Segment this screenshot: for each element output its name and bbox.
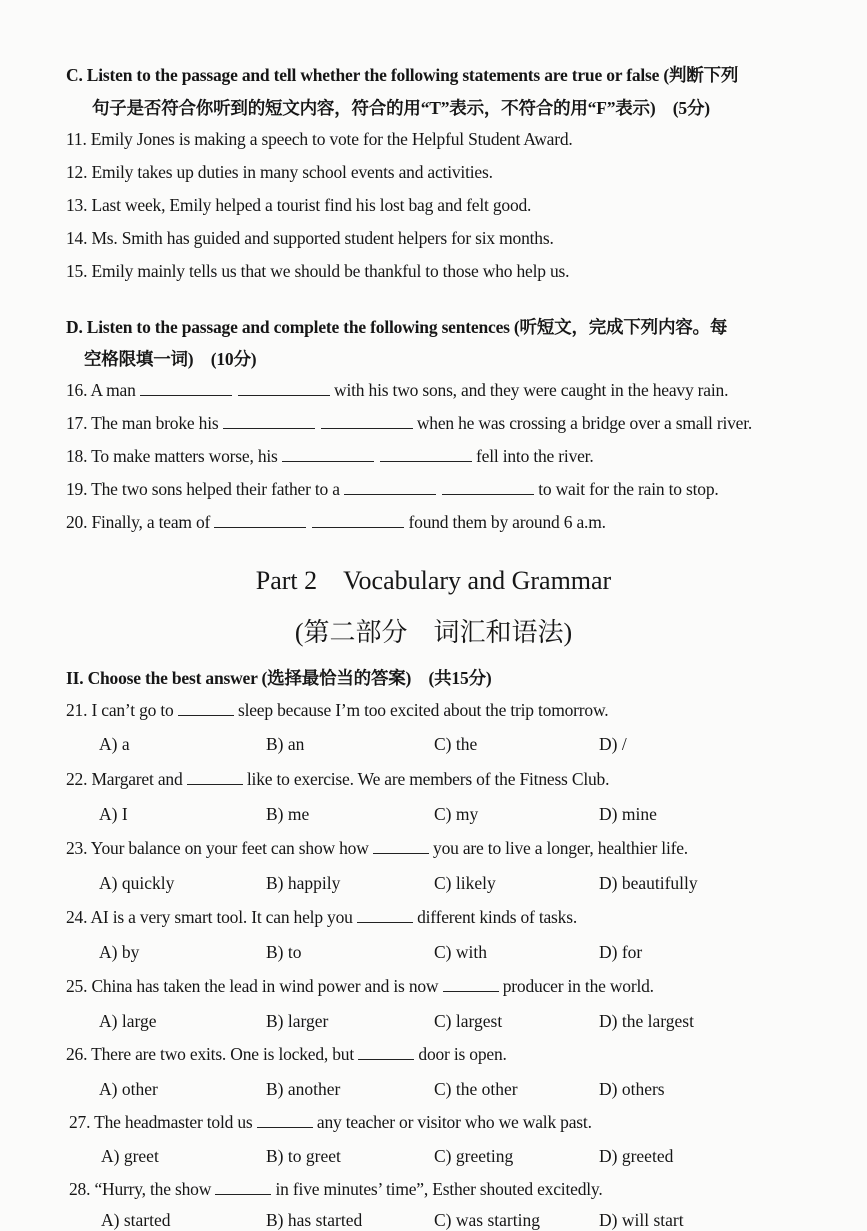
option-a[interactable]: A) large <box>99 1011 157 1031</box>
option-a[interactable]: A) started <box>101 1210 171 1230</box>
question-27 <box>69 1112 592 1133</box>
question-text: sleep because I’m too excited about the trip tomorrow. <box>237 700 609 720</box>
option-d[interactable]: D) will start <box>599 1210 684 1230</box>
question-text: door is open. <box>418 1044 507 1064</box>
option-c[interactable]: C) my <box>434 804 479 824</box>
option-d[interactable]: D) mine <box>599 804 657 824</box>
option-b[interactable]: B) to greet <box>266 1146 341 1166</box>
question-text: 28. “Hurry, the show <box>69 1179 212 1199</box>
question-22 <box>66 769 609 790</box>
option-a[interactable]: A) greet <box>101 1146 159 1166</box>
question-text: 24. AI is a very smart tool. It can help you <box>66 907 353 927</box>
option-b[interactable]: B) has started <box>266 1210 363 1230</box>
sentence-16 <box>66 380 728 401</box>
sentence-text: when he was crossing a bridge over a small river. <box>416 413 753 433</box>
statement-14: 14. Ms. Smith has guided and supported student helpers for six months. <box>66 228 554 248</box>
option-d[interactable]: D) for <box>599 942 643 962</box>
question-23 <box>66 838 688 859</box>
answer-blank[interactable] <box>312 526 404 528</box>
sentence-18 <box>66 446 594 467</box>
sentence-text: 16. A man <box>66 380 136 400</box>
answer-blank[interactable] <box>140 394 232 396</box>
sentence-text: fell into the river. <box>476 446 594 466</box>
question-text: any teacher or visitor who we walk past. <box>316 1112 592 1132</box>
answer-blank[interactable] <box>357 921 413 923</box>
part-title: Part 2 Vocabulary and Grammar <box>255 566 612 595</box>
sentence-text: 20. Finally, a team of <box>66 512 211 532</box>
option-d[interactable]: D) / <box>599 734 627 754</box>
sentence-text: found them by around 6 a.m. <box>408 512 606 532</box>
answer-blank[interactable] <box>214 526 306 528</box>
question-21 <box>66 700 608 721</box>
sentence-17 <box>66 413 752 434</box>
question-24 <box>66 907 577 928</box>
question-text: you are to live a longer, healthier life. <box>433 838 688 858</box>
section-ii-heading: II. Choose the best answer (选择最恰当的答案) (共15分) <box>66 668 492 688</box>
sentence-text: 18. To make matters worse, his <box>66 446 278 466</box>
option-c[interactable]: C) with <box>434 942 487 962</box>
option-d[interactable]: D) others <box>599 1079 665 1099</box>
option-d[interactable]: D) beautifully <box>599 873 698 893</box>
option-d[interactable]: D) greeted <box>599 1146 674 1166</box>
question-text: 22. Margaret and <box>66 769 183 789</box>
answer-blank[interactable] <box>321 427 413 429</box>
option-b[interactable]: B) larger <box>266 1011 329 1031</box>
question-text: different kinds of tasks. <box>417 907 578 927</box>
section-d-heading: D. Listen to the passage and complete the following sentences (听短文，完成下列内容。每 <box>66 317 728 337</box>
option-a[interactable]: A) by <box>99 942 140 962</box>
sentence-text: to wait for the rain to stop. <box>538 479 719 499</box>
option-a[interactable]: A) a <box>99 734 130 754</box>
answer-blank[interactable] <box>282 460 374 462</box>
section-c-heading: C. Listen to the passage and tell whether the following statements are true or false (判断下列 <box>66 65 739 85</box>
question-text: in five minutes’ time”, Esther shouted excitedly. <box>275 1179 603 1199</box>
answer-blank[interactable] <box>257 1126 313 1128</box>
question-25 <box>66 976 654 997</box>
option-a[interactable]: A) I <box>99 804 128 824</box>
question-text: 27. The headmaster told us <box>69 1112 253 1132</box>
answer-blank[interactable] <box>238 394 330 396</box>
option-a[interactable]: A) other <box>99 1079 158 1099</box>
question-text: 26. There are two exits. One is locked, but <box>66 1044 355 1064</box>
sentence-text: with his two sons, and they were caught in the heavy rain. <box>334 380 729 400</box>
answer-blank[interactable] <box>442 493 534 495</box>
statement-13: 13. Last week, Emily helped a tourist find his lost bag and felt good. <box>66 195 532 215</box>
option-c[interactable]: C) was starting <box>434 1210 540 1230</box>
question-text: 23. Your balance on your feet can show how <box>66 838 369 858</box>
option-c[interactable]: C) the <box>434 734 478 754</box>
option-b[interactable]: B) an <box>266 734 305 754</box>
option-c[interactable]: C) greeting <box>434 1146 514 1166</box>
option-c[interactable]: C) likely <box>434 873 496 893</box>
question-28 <box>69 1179 603 1200</box>
answer-blank[interactable] <box>187 783 243 785</box>
option-b[interactable]: B) to <box>266 942 302 962</box>
option-d[interactable]: D) the largest <box>599 1011 694 1031</box>
answer-blank[interactable] <box>380 460 472 462</box>
answer-blank[interactable] <box>215 1193 271 1195</box>
statement-12: 12. Emily takes up duties in many school events and activities. <box>66 162 493 182</box>
answer-blank[interactable] <box>443 990 499 992</box>
answer-blank[interactable] <box>373 852 429 854</box>
option-b[interactable]: B) another <box>266 1079 341 1099</box>
statement-11: 11. Emily Jones is making a speech to vote for the Helpful Student Award. <box>66 129 573 149</box>
question-text: producer in the world. <box>502 976 654 996</box>
section-c-heading-cont: 句子是否符合你听到的短文内容，符合的用“T”表示，不符合的用“F”表示) (5分) <box>92 98 710 118</box>
question-text: like to exercise. We are members of the Fitness Club. <box>246 769 610 789</box>
answer-blank[interactable] <box>223 427 315 429</box>
option-a[interactable]: A) quickly <box>99 873 175 893</box>
part-subtitle: (第二部分 词汇和语法) <box>294 618 573 647</box>
sentence-20 <box>66 512 606 533</box>
option-c[interactable]: C) largest <box>434 1011 503 1031</box>
section-d-heading-cont: 空格限填一词) (10分) <box>84 349 257 369</box>
sentence-19 <box>66 479 719 500</box>
option-c[interactable]: C) the other <box>434 1079 518 1099</box>
answer-blank[interactable] <box>344 493 436 495</box>
option-b[interactable]: B) me <box>266 804 310 824</box>
question-text: 25. China has taken the lead in wind power and is now <box>66 976 439 996</box>
answer-blank[interactable] <box>178 714 234 716</box>
question-text: 21. I can’t go to <box>66 700 174 720</box>
statement-15: 15. Emily mainly tells us that we should be thankful to those who help us. <box>66 261 570 281</box>
sentence-text: 17. The man broke his <box>66 413 219 433</box>
sentence-text: 19. The two sons helped their father to a <box>66 479 340 499</box>
option-b[interactable]: B) happily <box>266 873 341 893</box>
answer-blank[interactable] <box>358 1058 414 1060</box>
question-26 <box>66 1044 507 1065</box>
